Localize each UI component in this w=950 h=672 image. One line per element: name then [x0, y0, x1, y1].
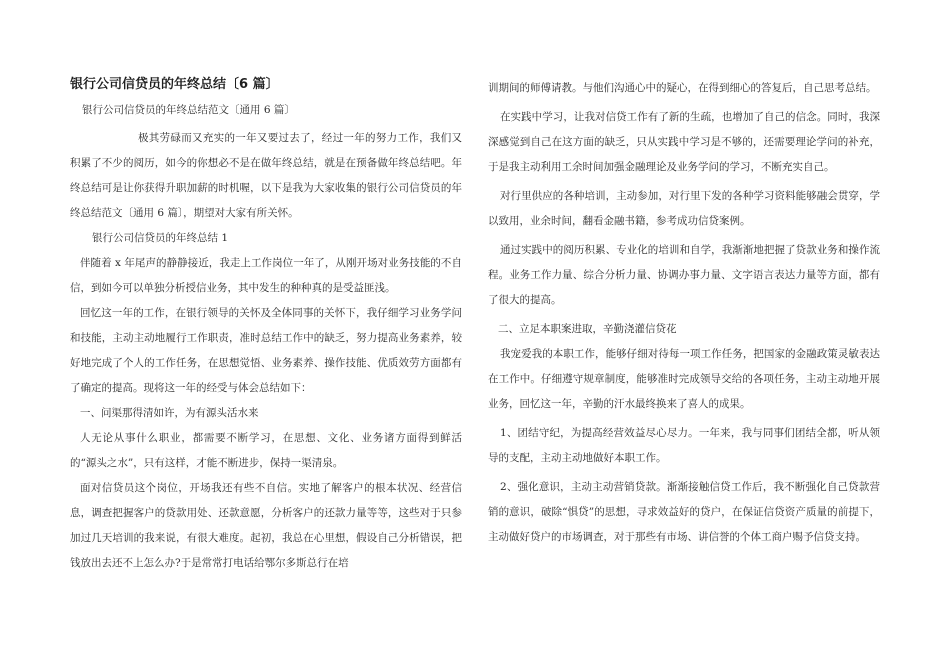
paragraph-review: 回忆这一年的工作，在银行领导的关怀及全体同事的关怀下，我仔细学习业务学问和技能，主动主动地履行工作职责，准时总结工作中的缺乏，努力提高业务素养，较好地完成了个人的工作任务，在思想觉悟、业务素养、操作技能、优质效劳方面都有了确定的提高。现将这一年的经受与体会总结如下：: [70, 307, 462, 394]
paragraph-start: 伴随着 x 年尾声的静静接近，我走上工作岗位一年了，从刚开场对业务技能的不自信，到如今可以单独分析授信业务，其中发生的种种真的是受益匪浅。: [70, 257, 462, 294]
intro-paragraph: 极其劳碌而又充实的一年又要过去了，经过一年的努力工作，我们又积累了不少的阅历，如今的你想必不是在做年终总结，就是在预备做年终总结吧。年终总结可是让你获得升职加薪的时机喔，以下是我为大家收集的银行公司信贷员的年终总结范文〔通用 6 篇〕，期望对大家有所关怀。: [70, 132, 462, 219]
paragraph-confidence: 面对信贷员这个岗位，开场我还有些不自信。实地了解客户的根本状况、经营信息，调查把握客户的贷款用处、还款意愿，分析客户的还款力量等等，这些对于只参加过几天培训的我来说，有很大难度。起初，我总在心里想，假设自己分析错误，把钱放出去还不上怎么办?于是常常打电话给鄂尔多斯总行在培: [70, 482, 462, 569]
paragraph-learning: 人无论从事什么职业，都需要不断学习，在思想、文化、业务诸方面得到鲜活的“源头之水”，只有这样，才能不断进步，保持一渠清泉。: [70, 432, 462, 469]
paragraph-practice: 在实践中学习，让我对信贷工作有了新的生疏，也增加了自己的信念。同时，我深深感觉到自己在这方面的缺乏，只从实践中学习是不够的，还需要理论学问的补充，于是我主动利用工余时间加强金融理论及业务学问的学习，不断充实自己。: [488, 111, 880, 173]
section-heading-1: 银行公司信贷员的年终总结 1: [92, 232, 229, 244]
heading-duty: 二、立足本职案进取，辛勤浇灌信贷花: [498, 323, 677, 335]
heading-learning: 一、问渠那得清如许，为有源头活水来: [80, 407, 259, 419]
paragraph-continued: 训期间的师傅请教。与他们沟通心中的疑心，在得到细心的答复后，自己思考总结。: [488, 82, 877, 94]
paragraph-duty: 我宠爱我的本职工作，能够仔细对待每一项工作任务，把国家的金融政策灵敏表达在工作中。仔细遵守规章制度，能够准时完成领导交给的各项任务，主动主动地开展业务，回忆这一年，辛勤的汗水最终换来了喜人的成果。: [488, 348, 880, 410]
left-column: [70, 76, 462, 576]
paragraph-marketing: 2、强化意识，主动主动营销贷款。渐渐接触信贷工作后，我不断强化自己贷款营销的意识，破除“惧贷”的思想，寻求效益好的贷户，在保证信贷资产质量的前提下，主动做好贷户的市场调查，对于那些有市场、讲信誉的个体工商户赐予信贷支持。: [488, 481, 880, 543]
document-subtitle: 银行公司信贷员的年终总结范文〔通用 6 篇〕: [82, 104, 295, 116]
paragraph-progress: 通过实践中的阅历积累、专业化的培训和自学，我渐渐地把握了贷款业务和操作流程。业务工作力量、综合分析力量、协调办事力量、文字语言表达力量等方面，都有了很大的提高。: [488, 244, 880, 306]
document-title: 银行公司信贷员的年终总结〔6 篇〕: [70, 77, 279, 92]
right-column: [488, 76, 880, 550]
paragraph-unity: 1、团结守纪，为提高经营效益尽心尽力。一年来，我与同事们团结全都，听从领导的支配，主动主动地做好本职工作。: [488, 427, 880, 464]
paragraph-training: 对行里供应的各种培训，主动参加，对行里下发的各种学习资料能够融会贯穿，学以致用，业余时间，翻看金融书籍，参考成功信贷案例。: [488, 190, 880, 227]
